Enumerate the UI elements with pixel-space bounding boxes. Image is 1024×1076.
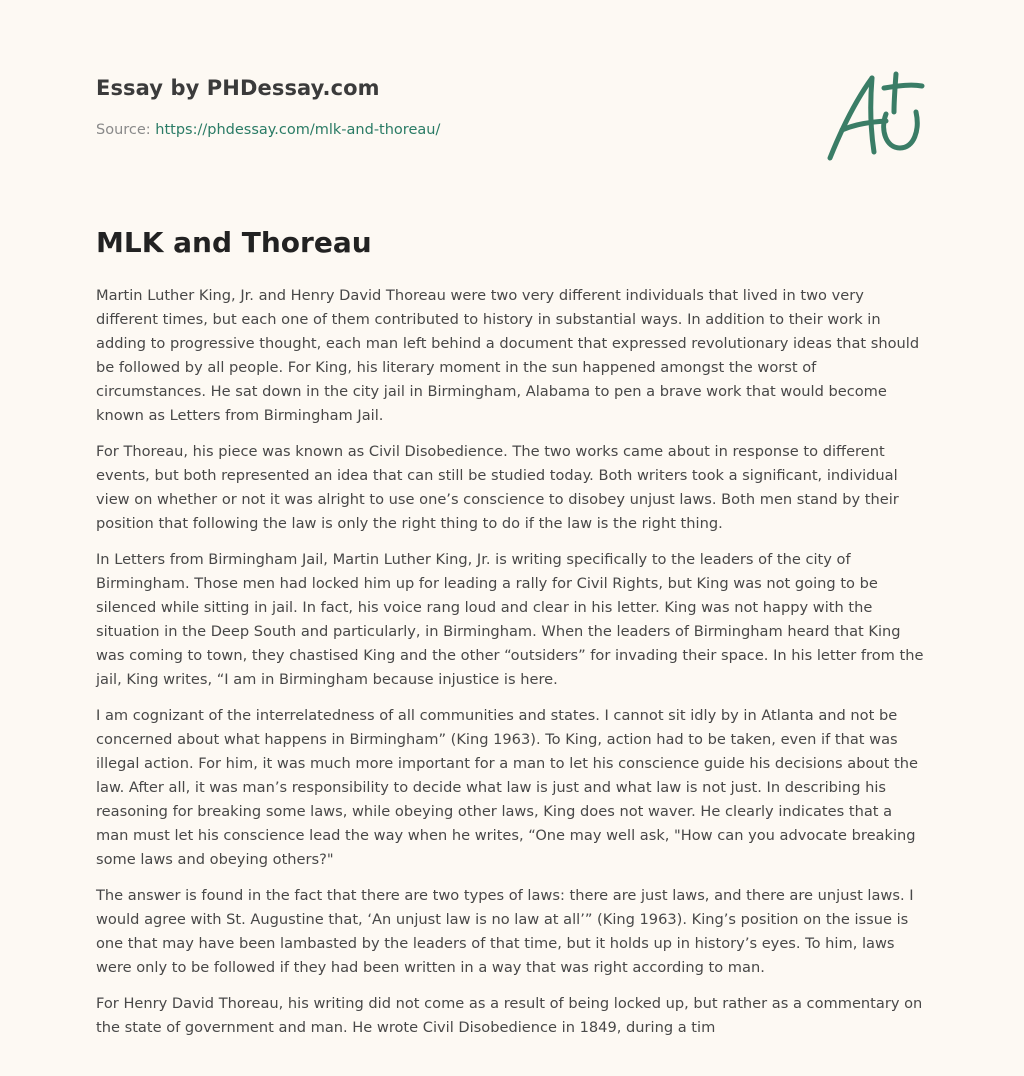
essay-title: MLK and Thoreau [96, 226, 372, 259]
a-plus-logo-icon [820, 66, 930, 166]
source-link[interactable]: https://phdessay.com/mlk-and-thoreau/ [155, 122, 441, 138]
essay-paragraph: I am cognizant of the interrelatedness of all communities and states. I cannot sit idly by in Atlanta and not be concerned about what happens in Birmingham” (King 1963). To King, action had to be taken, even if that was illegal action. For him, it was much more important for a man to let his conscience guide his decisions about the law. After all, it was man’s responsibility to decide what law is just and what law is not just. In describing his reasoning for breaking some laws, while obeying other laws, King does not waver. He clearly indicates that a man must let his conscience lead the way when he writes, “One may well ask, "How can you advocate breaking some laws and obeying others?" [96, 707, 918, 868]
essay-body [96, 284, 928, 1052]
essay-paragraph: For Thoreau, his piece was known as Civil Disobedience. The two works came about in response to different events, but both represented an idea that can still be studied today. Both writers took a significant, individual view on whether or not it was alright to use one’s conscience to disobey unjust laws. Both men stand by their position that following the law is only the right thing to do if the law is the right thing. [96, 443, 899, 532]
source-line [96, 122, 736, 138]
essay-paragraph: For Henry David Thoreau, his writing did not come as a result of being locked up, but rather as a commentary on the state of government and man. He wrote Civil Disobedience in 1849, during a tim [96, 995, 923, 1036]
essay-paragraph: In Letters from Birmingham Jail, Martin Luther King, Jr. is writing specifically to the leaders of the city of Birmingham. Those men had locked him up for leading a rally for Civil Rights, but King was not going to be silenced while sitting in jail. In fact, his voice rang loud and clear in his letter. King was not happy with the situation in the Deep South and particularly, in Birmingham. When the leaders of Birmingham heard that King was coming to town, they chastised King and the other “outsiders” for invading their space. In his letter from the jail, King writes, “I am in Birmingham because injustice is here. [96, 551, 924, 688]
essay-paragraph: Martin Luther King, Jr. and Henry David Thoreau were two very different individuals that lived in two very different times, but each one of them contributed to history in substantial ways. In addition to their work in adding to progressive thought, each man left behind a document that expressed revolutionary ideas that should be followed by all people. For King, his literary moment in the sun happened amongst the worst of circumstances. He sat down in the city jail in Birmingham, Alabama to pen a brave work that would become known as Letters from Birmingham Jail. [96, 287, 920, 424]
site-brand: Essay by PHDessay.com [96, 76, 380, 100]
essay-paragraph: The answer is found in the fact that there are two types of laws: there are just laws, and there are unjust laws. I would agree with St. Augustine that, ‘An unjust law is no law at all’” (King 1963). King’s position on the issue is one that may have been lambasted by the leaders of that time, but it holds up in history’s eyes. To him, laws were only to be followed if they had been written in a way that was right according to man. [96, 887, 914, 976]
essay-header [96, 76, 736, 138]
source-label: Source: [96, 122, 156, 138]
